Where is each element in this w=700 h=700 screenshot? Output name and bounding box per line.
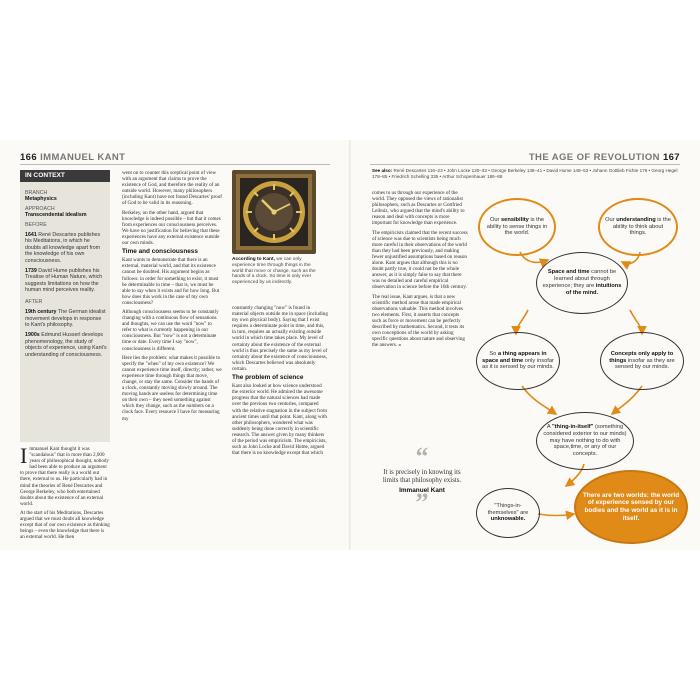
column-2 xyxy=(122,170,222,425)
quote-author: Immanuel Kant xyxy=(399,487,445,494)
drop-cap: I xyxy=(20,443,28,468)
body-paragraph: The empiricists claimed that the recent success of science was due to scientists being much more careful in their observations of the world than they had been previously, and making fewer unjustified assumptions based on reason alone. Kant argues that although this is no doubt partly true, it could not be the whole answer, as it is simply false to say that there was no detailed and careful empirical observation in science before the 16th century. xyxy=(372,229,468,291)
quote-text: It is precisely in knowing its limits that philosophy exists. xyxy=(382,469,462,484)
left-header-rule xyxy=(20,164,330,165)
bubble-understanding: Our understanding is the ability to think about things. xyxy=(598,198,678,256)
bubble-unknowable: "Things-in-themselves" are unknowable. xyxy=(476,488,540,538)
body-paragraph: Kant wants to demonstrate that there is an external, material world, and that its existence cannot be doubted. His argument begins as follows: in order for something to exist, it must be determinable in time – that is, we must be able to say when it exists and for how long. But how does this work in the case of my own consciousness? xyxy=(122,257,220,306)
bubble-concepts: Concepts only apply to things insofar as they are sensed by our minds. xyxy=(600,332,684,390)
left-page-number: 166 xyxy=(20,152,38,163)
before-event: 1739 David Hume publishes his Treatise of Human Nature, which suggests limitations on how the human mind perceives reality. xyxy=(25,268,103,294)
flow-diagram xyxy=(470,188,692,550)
intro-paragraph: Immanuel Kant thought it was "scandalous" that in more than 2,000 years of philosophical thought, nobody had been able to produce an argument to prove that there really is a world out there, external to us. He particularly had in mind the theories of René Descartes and George Berkeley, who both entertained doubts about the existence of an external world. xyxy=(20,443,109,507)
bubble-space-time: Space and time cannot be learned about through experience; they are intuitions of the mind. xyxy=(536,252,628,314)
body-paragraph: Berkeley, on the other hand, argued that knowledge is indeed possible – but that it comes from experiences our consciousness perceives. We have no justification for believing that these experiences have any external existence outside our own minds. xyxy=(122,209,221,247)
column-3 xyxy=(232,305,328,459)
right-page-number: 167 xyxy=(662,152,680,163)
approach-value: Transcendental idealism xyxy=(25,212,87,219)
after-event: 1900s Edmund Husserl develops phenomenology, the study of objects of experience, using Kant's understanding of consciousness. xyxy=(25,332,107,358)
before-event: 1641 René Descartes publishes his Meditations, in which he doubts all knowledge apart from the knowledge of his own consciousness. xyxy=(25,232,101,264)
body-paragraph: went on to counter this sceptical point of view with an argument that claims to prove the existence of God, and therefore the reality of an outside world. However, many philosophers (including Kant) have not found Descartes' proof of God to be valid in its reasoning. xyxy=(122,170,222,207)
right-header-rule xyxy=(370,164,680,165)
body-paragraph: comes to us through our experience of the world. They opposed the views of rationalist philosophers, such as Descartes or Gottfried Leibniz, who argued that the mind's ability to reason and deal with concepts is more important for knowledge than experience. xyxy=(372,190,465,227)
body-paragraph: Kant also looked at how science understood the exterior world. He admired the awesome progress that the natural sciences had made over the previous two centuries, compared with the relative stagnation in the subject from ancient times until that point. Kant, along with other philosophers, wondered what was suddenly being done correctly in scientific research. The answer given by many thinkers of the period was empiricism. The empiricists, such as John Locke and David Hume, argued that there is no knowledge except that which xyxy=(232,383,327,457)
body-paragraph: Although consciousness seems to be constantly changing with a continuous flow of sensations and thoughts, we can use the word "now" to refer to what is currently happening in our consciousness. But "now" is not a determinate time or date. Every time I say "now", consciousness is different. xyxy=(122,308,219,352)
column-1 xyxy=(20,443,110,543)
body-paragraph: constantly changing "now" is found in material objects outside me in space (including my own physical body). Saying that I exist requires a determinate point in time, and this, in turn, requires an actually existing outside world in which time takes place. My level of certainty about the existence of the external world is thus precisely the same as my level of certainty about the existence of consciousness, which Descartes believed was absolutely certain. xyxy=(232,305,328,372)
bubble-thing-in-itself: A "thing-in-itself" (something considered exterior to our minds) may have nothing to do with space,time, or any of our concepts. xyxy=(536,412,634,470)
see-also: See also: René Descartes 116–23 • John Locke 130–33 • George Berkeley 138–41 • David Hume 148–53 • Johann Gottlieb Fichte 176 • Georg Hegel 178–85 • Friedrich Schelling 335 • Arthur Schopenhauer 186–88 xyxy=(372,168,678,179)
body-paragraph: Here lies the problem: what makes it possible to specify the "when" of my own existence? We cannot experience time itself, directly; rather, we experience time through things that move, change, or stay the same. Consider the hands of a clock, constantly moving slowly around. The moving hands are useless for determining time on their own – they need something against which they change, such as the numbers on a clock face. Every resource I have for measuring my xyxy=(122,354,222,422)
branch-value: Metaphysics xyxy=(25,196,57,203)
pull-quote xyxy=(380,442,464,517)
after-event: 19th century The German idealist movement develops in response to Kant's philosophy. xyxy=(25,309,106,328)
continue-mark: » xyxy=(398,342,402,349)
before-label: BEFORE xyxy=(25,221,47,228)
body-paragraph: The real issue, Kant argues, is that a new scientific method arose that made empirical observations valuable. This method involves two elements. First, it asserts that concepts such as force or movement can be perfectly described by mathematics. Second, it tests its own conceptions of the world by asking specific questions about nature and observing the answers. » xyxy=(372,293,465,349)
section-heading-time: Time and consciousness xyxy=(122,248,198,256)
clock-photo xyxy=(232,170,316,254)
branch-label: BRANCH xyxy=(25,190,48,196)
open-quote-mark: “ xyxy=(415,442,429,471)
left-running-title: IMMANUEL KANT xyxy=(40,152,126,163)
in-context-heading: IN CONTEXT xyxy=(20,170,110,182)
right-page-header xyxy=(529,152,680,163)
bubble-things-appear: So a thing appears in space and time only insofar as it is sensed by our minds. xyxy=(476,332,560,390)
after-label: AFTER xyxy=(25,298,43,305)
book-gutter xyxy=(349,140,351,550)
right-running-title: THE AGE OF REVOLUTION xyxy=(528,152,660,163)
section-heading-science: The problem of science xyxy=(232,374,304,382)
approach-label: APPROACH xyxy=(25,205,55,212)
bubble-two-worlds: There are two worlds: the world of experience sensed by our bodies and the world as it is in itself. xyxy=(574,470,688,544)
photo-caption: According to Kant, we can only experience time through things in the world that move or change, such as the hands of a clock. So time is only ever experienced by us indirectly. xyxy=(232,257,316,286)
body-paragraph: At the start of his Meditations, Descartes argued that we must doubt all knowledge except that of our own existence as thinking beings – even the knowledge that there is an external world. He then xyxy=(20,509,110,541)
column-4 xyxy=(372,190,468,351)
left-page-header xyxy=(20,152,125,163)
in-context-box xyxy=(20,170,110,442)
bubble-sensibility: Our sensibility is the ability to sense things in the world. xyxy=(478,198,556,256)
close-quote-mark: ” xyxy=(415,488,429,517)
